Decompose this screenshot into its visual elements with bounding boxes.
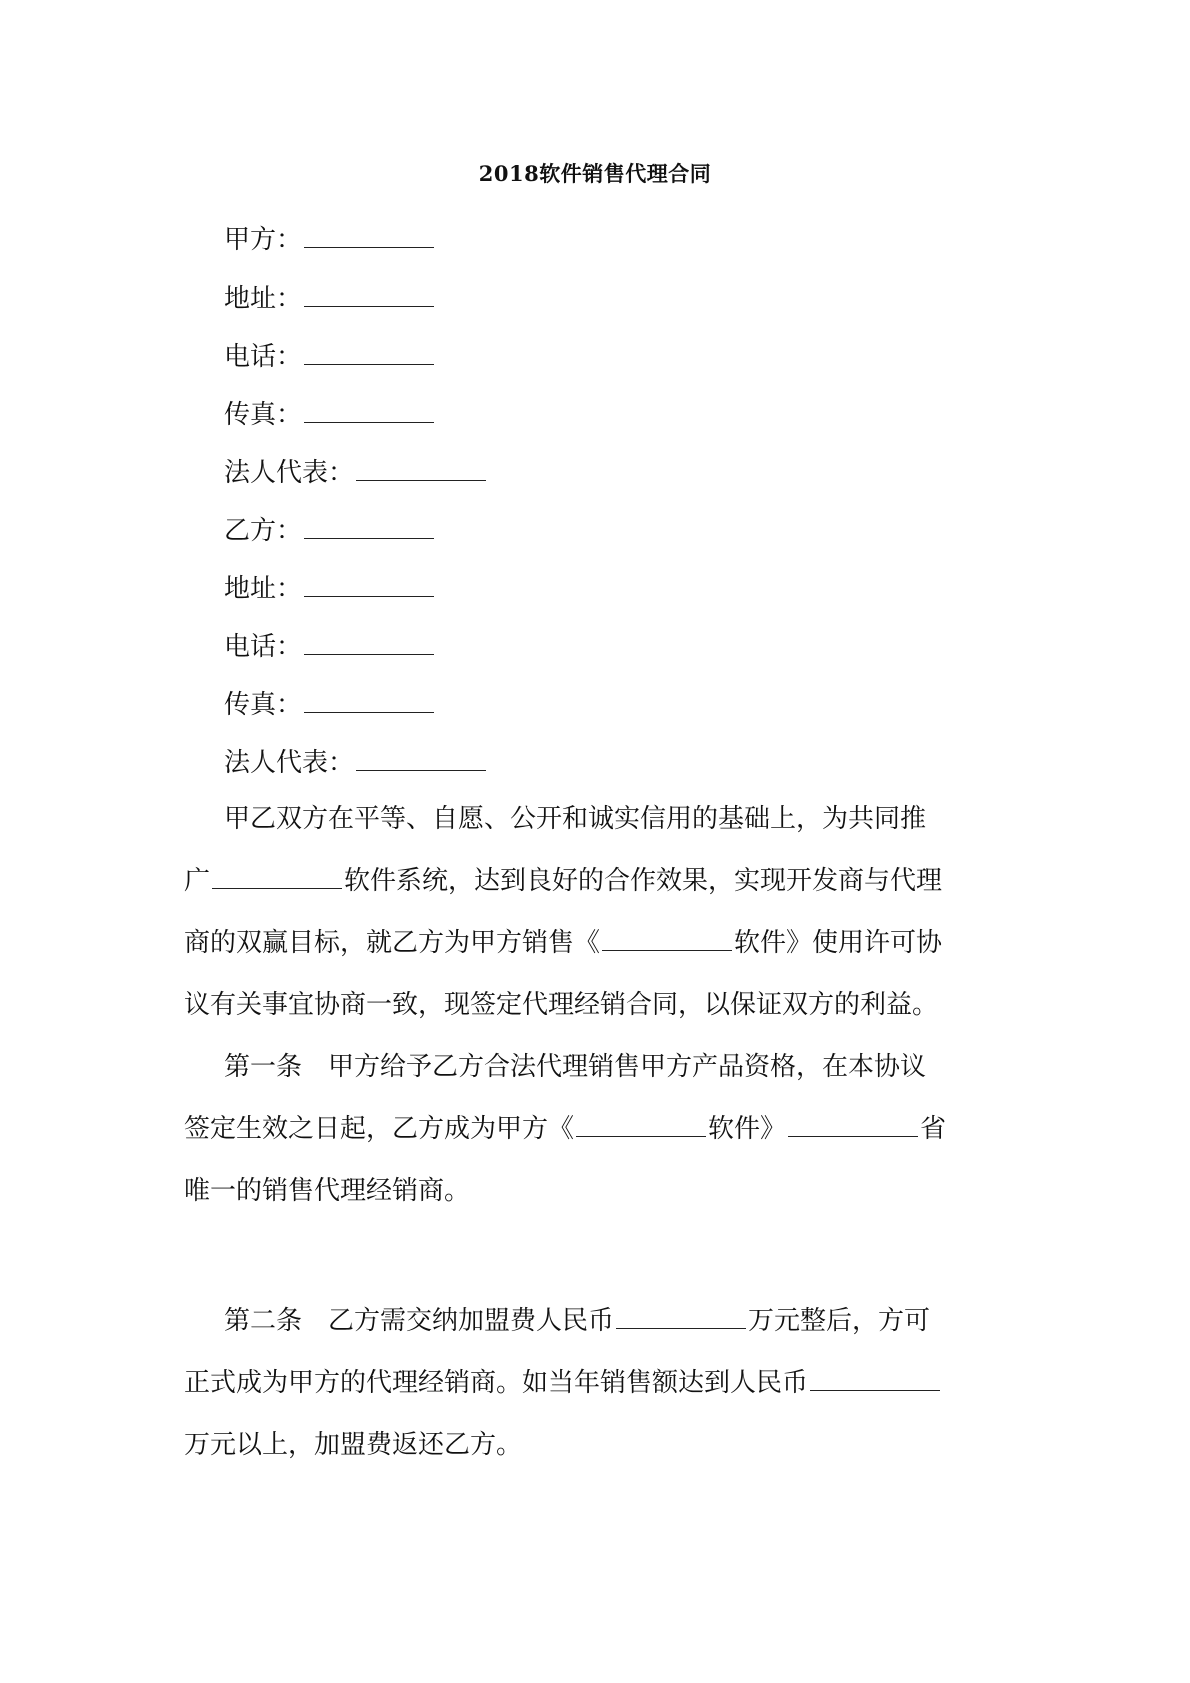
software-name-blank <box>602 926 732 951</box>
joining-fee-blank <box>616 1304 746 1329</box>
party-b-phone-blank <box>304 630 434 655</box>
article-1-software-blank <box>576 1112 706 1137</box>
article-1-line-2 <box>184 1098 1014 1160</box>
party-b-fax-label: 传真： <box>224 690 303 720</box>
party-b-address-blank <box>304 572 434 597</box>
article-2-line-1-start: 第二条 乙方需交纳加盟费人民币 <box>224 1306 615 1336</box>
sales-amount-blank <box>810 1366 940 1391</box>
party-a-address-field <box>224 282 436 314</box>
party-a-fax-blank <box>304 398 434 423</box>
article-1-line-3: 唯一的销售代理经销商。 <box>184 1176 471 1206</box>
party-b-phone-field <box>224 630 436 662</box>
preamble-line-3-start: 商的双赢目标，就乙方为甲方销售《 <box>184 928 601 958</box>
party-b-name-field <box>224 514 436 546</box>
party-a-legal-rep-field <box>224 456 488 488</box>
article-1-line-2-middle: 软件》 <box>708 1114 787 1144</box>
party-a-address-blank <box>304 282 434 307</box>
party-a-fax-field <box>224 398 436 430</box>
party-b-fax-blank <box>304 688 434 713</box>
article-1-line-1: 第一条 甲方给予乙方合法代理销售甲方产品资格，在本协议 <box>224 1052 927 1082</box>
party-a-name-field <box>224 223 436 255</box>
preamble-paragraph <box>184 788 1014 1036</box>
party-a-fax-label: 传真： <box>224 400 303 430</box>
software-system-blank <box>212 864 342 889</box>
preamble-line-3 <box>184 912 1014 974</box>
article-1-paragraph <box>184 1036 1014 1222</box>
preamble-line-2-start: 广 <box>184 866 211 896</box>
article-2-line-3: 万元以上，加盟费返还乙方。 <box>184 1430 523 1460</box>
party-b-legal-rep-label: 法人代表： <box>224 748 355 778</box>
party-a-name-blank <box>304 223 434 248</box>
article-1-line-2-end: 省 <box>920 1114 947 1144</box>
document-title: 2018软件销售代理合同 <box>478 161 712 186</box>
party-a-legal-rep-blank <box>356 456 486 481</box>
party-a-phone-blank <box>304 340 434 365</box>
party-b-address-field <box>224 572 436 604</box>
party-b-name-label: 乙方： <box>224 516 303 546</box>
article-2-line-1-end: 万元整后，方可 <box>748 1306 931 1336</box>
article-2-line-2-text: 正式成为甲方的代理经销商。如当年销售额达到人民币 <box>184 1368 809 1398</box>
article-2-line-2 <box>184 1352 1014 1414</box>
party-b-address-label: 地址： <box>224 574 303 604</box>
party-a-legal-rep-label: 法人代表： <box>224 458 355 488</box>
party-a-phone-label: 电话： <box>224 342 303 372</box>
party-a-phone-field <box>224 340 436 372</box>
party-b-name-blank <box>304 514 434 539</box>
article-1-line-2-start: 签定生效之日起，乙方成为甲方《 <box>184 1114 575 1144</box>
party-b-legal-rep-blank <box>356 746 486 771</box>
preamble-line-1: 甲乙双方在平等、自愿、公开和诚实信用的基础上，为共同推 <box>224 804 927 834</box>
article-2-paragraph <box>184 1290 1014 1476</box>
party-a-address-label: 地址： <box>224 284 303 314</box>
article-2-line-1 <box>184 1290 1014 1352</box>
party-b-phone-label: 电话： <box>224 632 303 662</box>
party-a-name-label: 甲方： <box>224 225 303 255</box>
article-1-province-blank <box>788 1112 918 1137</box>
preamble-line-2-end: 软件系统，达到良好的合作效果，实现开发商与代理 <box>344 866 943 896</box>
party-b-fax-field <box>224 688 436 720</box>
preamble-line-2 <box>184 850 1014 912</box>
preamble-line-3-end: 软件》使用许可协 <box>734 928 943 958</box>
preamble-line-4: 议有关事宜协商一致，现签定代理经销合同，以保证双方的利益。 <box>184 990 939 1020</box>
party-b-legal-rep-field <box>224 746 488 778</box>
